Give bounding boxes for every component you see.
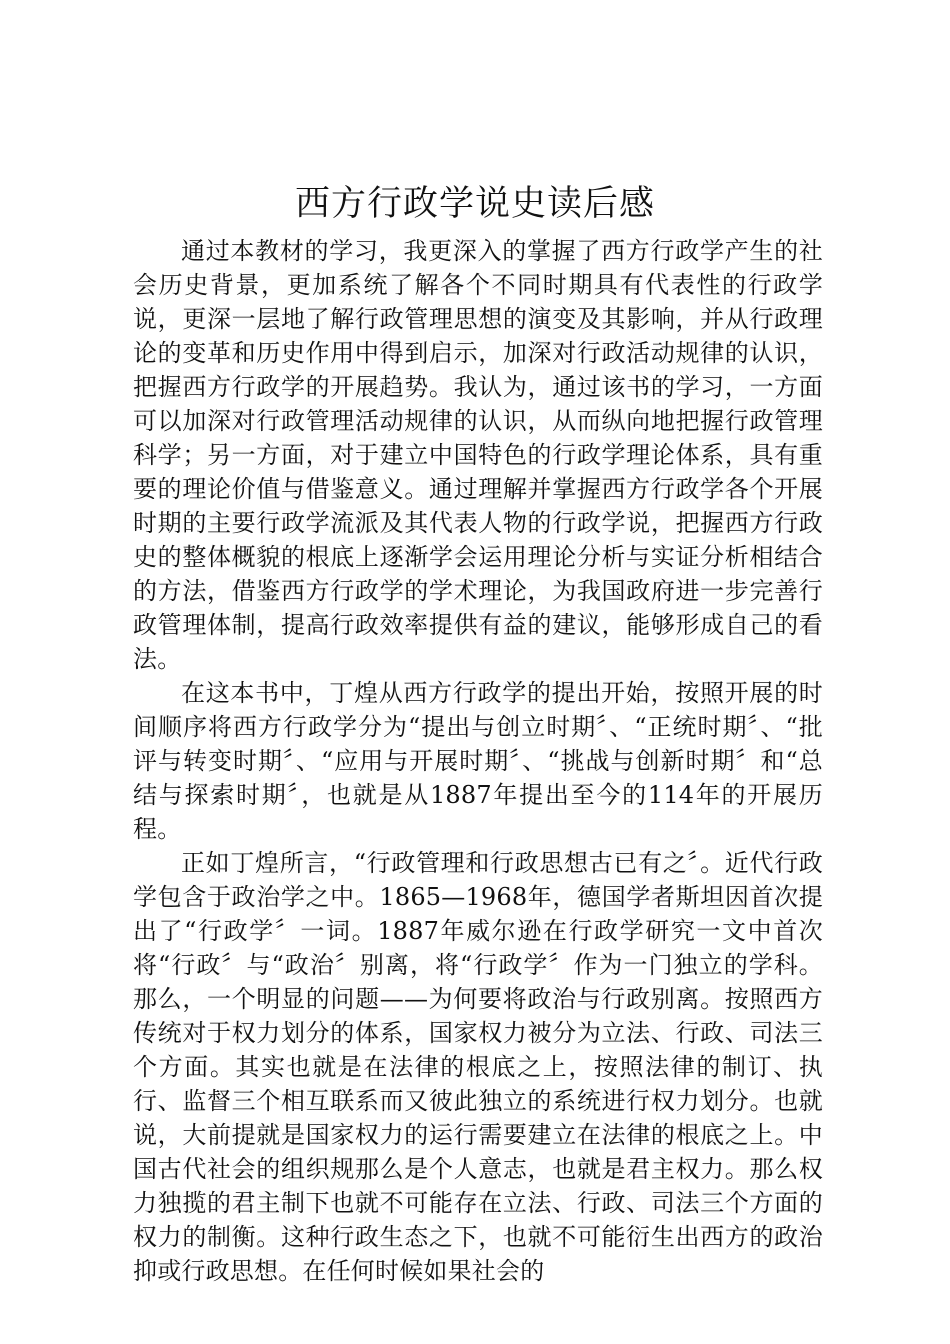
paragraph-2: 在这本书中，丁煌从西方行政学的提出开始，按照开展的时间顺序将西方行政学分为“提出与创立时期〞、“正统时期〞、“批评与转变时期〞、“应用与开展时期〞、“挑战与创新时期〞和“总结与探索时期〞，也就是从1887年提出至今的114年的开展历程。 bbox=[133, 679, 823, 843]
document-body bbox=[133, 234, 823, 1288]
paragraph-1: 通过本教材的学习，我更深入的掌握了西方行政学产生的社会历史背景，更加系统了解各个不同时期具有代表性的行政学说，更深一层地了解行政管理思想的演变及其影响，并从行政理论的变革和历史作用中得到启示，加深对行政活动规律的认识，把握西方行政学的开展趋势。我认为，通过该书的学习，一方面可以加深对行政管理活动规律的认识，从而纵向地把握行政管理科学；另一方面，对于建立中国特色的行政学理论体系，具有重要的理论价值与借鉴意义。通过理解并掌握西方行政学各个开展时期的主要行政学流派及其代表人物的行政学说，把握西方行政史的整体概貌的根底上逐渐学会运用理论分析与实证分析相结合的方法，借鉴西方行政学的学术理论，为我国政府进一步完善行政管理体制，提高行政效率提供有益的建议，能够形成自己的看法。 bbox=[133, 237, 823, 673]
document-title: 西方行政学说史读后感 bbox=[294, 184, 655, 224]
paragraph-3: 正如丁煌所言，“行政管理和行政思想古已有之〞。近代行政学包含于政治学之中。1865—1968年，德国学者斯坦因首次提出了“行政学〞一词。1887年威尔逊在行政学研究一文中首次将“行政〞与“政治〞别离，将“行政学〞作为一门独立的学科。那么，一个明显的问题——为何要将政治与行政别离。按照西方传统对于权力划分的体系，国家权力被分为立法、行政、司法三个方面。其实也就是在法律的根底之上，按照法律的制订、执行、监督三个相互联系而又彼此独立的系统进行权力划分。也就说，大前提就是国家权力的运行需要建立在法律的根底之上。中国古代社会的组织规那么是个人意志，也就是君主权力。那么权力独揽的君主制下也就不可能存在立法、行政、司法三个方面的权力的制衡。这种行政生态之下，也就不可能衍生出西方的政治抑或行政思想。在任何时候如果社会的 bbox=[133, 849, 823, 1285]
